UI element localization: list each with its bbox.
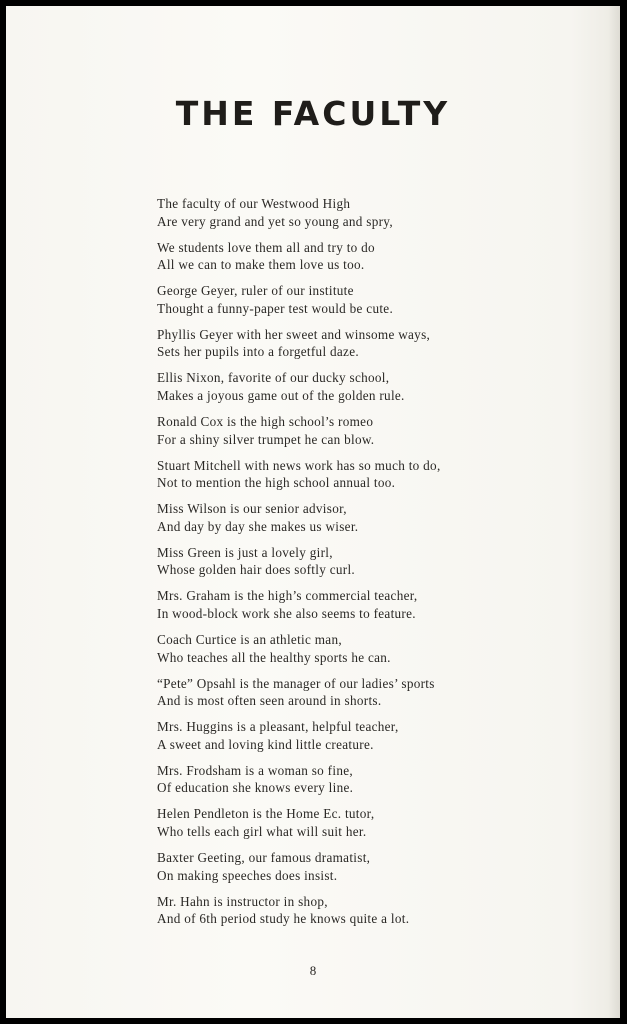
poem-line: Thought a funny-paper test would be cute. [157, 300, 394, 316]
poem-line: George Geyer, ruler of our institute [157, 283, 354, 299]
page-title: THE FACULTY [175, 94, 451, 133]
poem-line: Miss Wilson is our senior advisor, [157, 501, 347, 517]
poem-line: Miss Green is just a lovely girl, [157, 544, 333, 560]
poem-line: Are very grand and yet so young and spry, [157, 213, 393, 229]
poem-line: A sweet and loving kind little creature. [157, 736, 374, 752]
poem-line: Makes a joyous game out of the golden rule. [157, 387, 405, 403]
page-number: 8 [309, 963, 317, 978]
poem-line: Mr. Hahn is instructor in shop, [157, 893, 328, 909]
stanza [157, 239, 567, 283]
poem-line: “Pete” Opsahl is the manager of our ladies’ sports [157, 675, 435, 691]
poem-line: Mrs. Graham is the high’s commercial teacher, [157, 588, 418, 604]
poem-line: In wood-block work she also seems to feature. [157, 605, 416, 621]
poem-line: Sets her pupils into a forgetful daze. [157, 344, 359, 360]
stanza [157, 326, 567, 370]
stanza [157, 500, 567, 544]
stanza [157, 631, 567, 675]
poem-line: And day by day she makes us wiser. [157, 518, 359, 534]
poem-line: Coach Curtice is an athletic man, [157, 631, 342, 647]
stanza [157, 457, 567, 501]
stanza [157, 587, 567, 631]
poem-line: We students love them all and try to do [157, 239, 375, 255]
faculty-poem [157, 195, 567, 936]
poem-line: Who teaches all the healthy sports he can. [157, 649, 391, 665]
poem-line: Phyllis Geyer with her sweet and winsome ways, [157, 326, 431, 342]
poem-line: All we can to make them love us too. [157, 257, 365, 273]
poem-line: Stuart Mitchell with news work has so much to do, [157, 457, 441, 473]
stanza [157, 544, 567, 588]
stanza [157, 675, 567, 719]
yearbook-page [6, 6, 620, 1018]
poem-line: Helen Pendleton is the Home Ec. tutor, [157, 806, 375, 822]
stanza [157, 762, 567, 806]
stanza [157, 413, 567, 457]
poem-line: For a shiny silver trumpet he can blow. [157, 431, 375, 447]
poem-line: Ellis Nixon, favorite of our ducky school, [157, 370, 390, 386]
stanza [157, 195, 567, 239]
poem-line: Of education she knows every line. [157, 780, 354, 796]
stanza [157, 849, 567, 893]
poem-line: And is most often seen around in shorts. [157, 693, 382, 709]
poem-line: Not to mention the high school annual too. [157, 475, 396, 491]
poem-line: Mrs. Frodsham is a woman so fine, [157, 762, 353, 778]
poem-line: Whose golden hair does softly curl. [157, 562, 356, 578]
stanza [157, 805, 567, 849]
poem-line: Who tells each girl what will suit her. [157, 823, 367, 839]
stanza [157, 369, 567, 413]
stanza [157, 893, 567, 937]
poem-line: And of 6th period study he knows quite a lot. [157, 911, 410, 927]
poem-line: On making speeches does insist. [157, 867, 338, 883]
poem-line: The faculty of our Westwood High [157, 196, 351, 211]
poem-line: Mrs. Huggins is a pleasant, helpful teacher, [157, 719, 399, 735]
stanza [157, 282, 567, 326]
poem-line: Baxter Geeting, our famous dramatist, [157, 849, 371, 865]
poem-line: Ronald Cox is the high school’s romeo [157, 413, 374, 429]
stanza [157, 718, 567, 762]
